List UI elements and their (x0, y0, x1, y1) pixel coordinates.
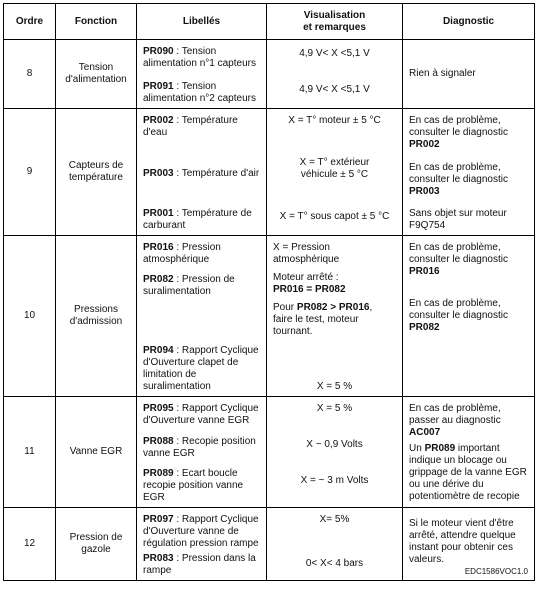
fonction-line: Capteurs de (68, 160, 124, 171)
visu-item: 4,9 V< X <5,1 V (299, 48, 370, 59)
header-visu-line1: Visualisation (303, 9, 366, 21)
visu-item: X = T° sous capot ± 5 °C (279, 211, 390, 222)
table-row-8 (4, 40, 535, 109)
visu-item: X = 5 % (316, 381, 353, 392)
libelle-item: PR089 : Ecart boucle recopie position vanne EGR (143, 468, 244, 503)
visualisation-cell (267, 508, 403, 581)
header-fonction: Fonction (56, 4, 137, 40)
table-row-11 (4, 397, 535, 508)
visu-item: X = ~ 3 m Volts (300, 475, 369, 486)
header-row (4, 4, 535, 40)
diagnostic-cell (403, 397, 535, 508)
libelle-item: PR090 : Tension alimentation n°1 capteurs (143, 46, 256, 69)
ordre-cell: 9 (4, 109, 56, 236)
libelles-cell (137, 236, 267, 397)
ordre-cell: 11 (4, 397, 56, 508)
fonction-line: température (69, 172, 123, 183)
fonction-cell (56, 40, 137, 109)
header-diagnostic: Diagnostic (403, 4, 535, 40)
fonction-line: d'alimentation (65, 74, 127, 85)
libelle-item: PR002 : Température d'eau (143, 115, 238, 138)
visu-item: X = 5 % (316, 403, 353, 414)
libelles-cell (137, 397, 267, 508)
diag-item: En cas de problème, consulter le diagnostic PR016 (409, 242, 508, 277)
libelle-item: PR003 : Température d'air (143, 167, 260, 179)
visu-item: X= 5% (319, 514, 350, 525)
ordre-cell: 12 (4, 508, 56, 581)
visu-item: 4,9 V< X <5,1 V (299, 84, 370, 95)
libelle-item: PR088 : Recopie position vanne EGR (143, 435, 256, 459)
ordre-cell: 8 (4, 40, 56, 109)
fonction-cell (56, 508, 137, 581)
libelles-cell (137, 109, 267, 236)
diag-item: En cas de problème, consulter le diagnostic PR082 (409, 298, 508, 333)
libelles-cell (137, 40, 267, 109)
diag-item: En cas de problème, consulter le diagnostic PR003 (409, 161, 508, 197)
libelle-item: PR016 : Pression atmosphérique (143, 242, 221, 265)
visualisation-cell (267, 397, 403, 508)
header-visu-line2: et remarques (303, 21, 366, 33)
libelle-item: PR082 : Pression de suralimentation (143, 274, 235, 297)
diagnostic-table (3, 3, 535, 581)
libelle-item: PR001 : Température de carburant (143, 208, 252, 231)
fonction-line: Tension (78, 62, 114, 73)
libelle-item: PR097 : Rapport Cyclique d'Ouverture vanne de régulation pression rampe (143, 514, 259, 549)
visu-item: Moteur arrêté : PR016 = PR082 (273, 272, 346, 295)
table-row-10 (4, 236, 535, 397)
diag-item: Sans objet sur moteur F9Q754 (409, 208, 507, 231)
diag-text: Rien à signaler (409, 68, 476, 79)
header-visualisation (267, 4, 403, 40)
fonction-line: d'admission (69, 316, 123, 327)
fonction-cell (56, 236, 137, 397)
visu-item: X = Pression atmosphérique (273, 242, 340, 265)
visualisation-cell (267, 109, 403, 236)
visualisation-cell (267, 40, 403, 109)
table-row-12 (4, 508, 535, 581)
document-reference-code: EDC1586VOC1.0 (464, 567, 528, 576)
diagnostic-cell (403, 508, 535, 581)
fonction-line: Pressions (74, 304, 118, 315)
fonction-cell (56, 397, 137, 508)
header-libelles: Libellés (137, 4, 267, 40)
visu-item: 0< X< 4 bars (305, 558, 364, 569)
diagnostic-cell (403, 109, 535, 236)
fonction-line: gazole (81, 544, 111, 555)
visu-item: X ~ 0,9 Volts (306, 439, 363, 450)
visu-item: X = T° moteur ± 5 °C (288, 115, 381, 126)
fonction-line: Vanne EGR (69, 446, 123, 457)
libelle-item: PR094 : Rapport Cyclique d'Ouverture clapet de limitation de suralimentation (143, 345, 259, 392)
libelle-item: PR095 : Rapport Cyclique d'Ouverture vanne EGR (143, 403, 259, 426)
diag-item: Un PR089 important indique un blocage ou grippage de la vanne EGR ou une dérive du potentiomètre de recopie (409, 443, 527, 502)
table-row-9 (4, 109, 535, 236)
header-ordre: Ordre (4, 4, 56, 40)
diag-item: En cas de problème, consulter le diagnostic PR002 (409, 115, 508, 150)
diag-text: Si le moteur vient d'être arrêté, attendre quelque instant pour obtenir ces valeurs. (409, 518, 516, 565)
diagnostic-cell (403, 236, 535, 397)
ordre-cell: 10 (4, 236, 56, 397)
visu-item: Pour PR082 > PR016, faire le test, moteur tournant. (273, 302, 373, 337)
visu-item: X = T° extérieur véhicule ± 5 °C (299, 157, 370, 180)
diag-item: En cas de problème, passer au diagnostic AC007 (409, 403, 501, 438)
diagnostic-cell (403, 40, 535, 109)
libelles-cell (137, 508, 267, 581)
fonction-line: Pression de (69, 532, 123, 543)
libelle-item: PR091 : Tension alimentation n°2 capteurs (143, 81, 256, 104)
fonction-cell (56, 109, 137, 236)
libelle-item: PR083 : Pression dans la rampe (143, 553, 256, 576)
visualisation-cell (267, 236, 403, 397)
